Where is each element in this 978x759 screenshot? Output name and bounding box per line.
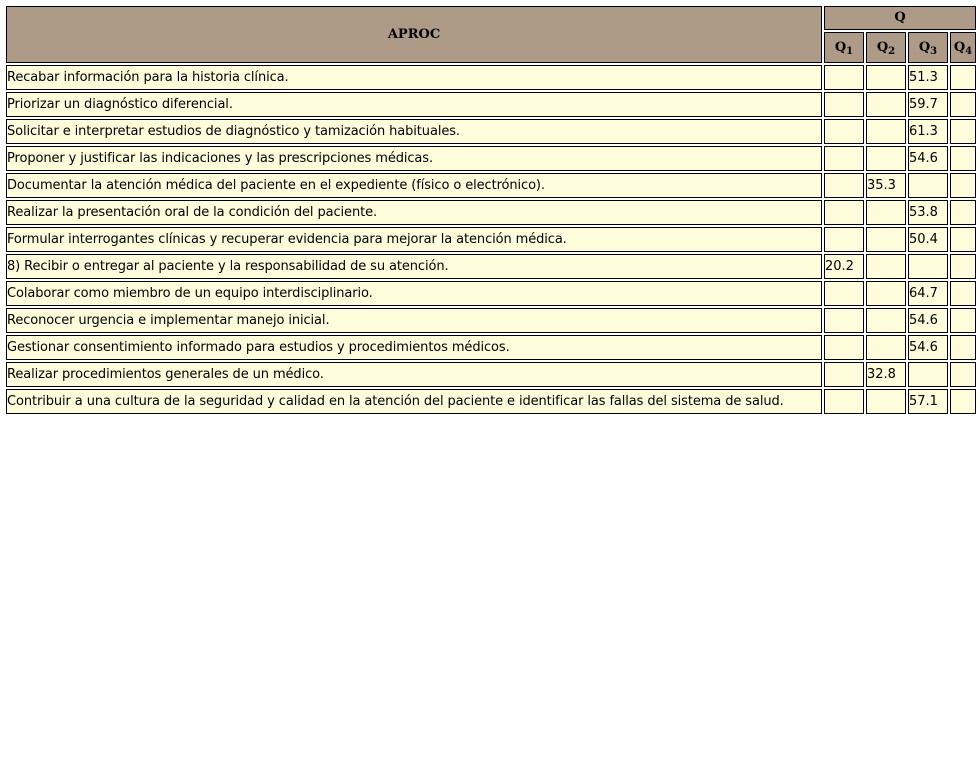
- q4-cell: [950, 200, 976, 225]
- q4-cell: [950, 173, 976, 198]
- aproc-header: APROC: [6, 6, 822, 63]
- table-header: [6, 6, 976, 63]
- q4-cell: [950, 308, 976, 333]
- q1-header-base: Q: [834, 39, 847, 55]
- q2-cell: [866, 119, 906, 144]
- q2-cell: [866, 227, 906, 252]
- q2-cell: 35.3: [866, 173, 906, 198]
- q3-cell: 54.6: [908, 335, 948, 360]
- q1-cell: [824, 92, 864, 117]
- q1-cell: [824, 362, 864, 387]
- q4-header-base: Q: [953, 39, 966, 55]
- q-group-header: Q: [824, 6, 976, 30]
- q4-cell: [950, 362, 976, 387]
- row-label: Priorizar un diagnóstico diferencial.: [6, 92, 822, 117]
- q3-cell: 54.6: [908, 146, 948, 171]
- row-label: Solicitar e interpretar estudios de diagnóstico y tamización habituales.: [6, 119, 822, 144]
- q1-cell: [824, 173, 864, 198]
- row-label: Colaborar como miembro de un equipo interdisciplinario.: [6, 281, 822, 306]
- q1-header: [824, 32, 864, 63]
- q3-cell: 64.7: [908, 281, 948, 306]
- q3-cell: 59.7: [908, 92, 948, 117]
- q4-cell: [950, 281, 976, 306]
- table-row: [6, 65, 976, 90]
- q2-cell: [866, 254, 906, 279]
- q4-header-sub: 4: [965, 45, 973, 57]
- row-label: Realizar procedimientos generales de un médico.: [6, 362, 822, 387]
- header-row-1: [6, 6, 976, 30]
- q3-cell: 51.3: [908, 65, 948, 90]
- q1-cell: 20.2: [824, 254, 864, 279]
- table-row: [6, 281, 976, 306]
- table-row: [6, 119, 976, 144]
- q2-cell: [866, 146, 906, 171]
- q4-header: [950, 32, 976, 63]
- table-row: [6, 254, 976, 279]
- q4-cell: [950, 389, 976, 414]
- row-label: Recabar información para la historia clínica.: [6, 65, 822, 90]
- row-label: Formular interrogantes clínicas y recuperar evidencia para mejorar la atención médica.: [6, 227, 822, 252]
- q3-header: [908, 32, 948, 63]
- table-row: [6, 335, 976, 360]
- q4-cell: [950, 92, 976, 117]
- q2-cell: [866, 335, 906, 360]
- table-row: [6, 227, 976, 252]
- q2-cell: 32.8: [866, 362, 906, 387]
- q3-cell: 50.4: [908, 227, 948, 252]
- q4-cell: [950, 146, 976, 171]
- q3-cell: 57.1: [908, 389, 948, 414]
- q2-cell: [866, 308, 906, 333]
- q2-cell: [866, 92, 906, 117]
- q2-header-sub: 2: [888, 45, 896, 57]
- q3-cell: [908, 362, 948, 387]
- q4-cell: [950, 227, 976, 252]
- q2-header-base: Q: [876, 39, 889, 55]
- q3-cell: 53.8: [908, 200, 948, 225]
- q3-header-base: Q: [918, 39, 931, 55]
- q1-cell: [824, 146, 864, 171]
- q1-cell: [824, 335, 864, 360]
- q4-cell: [950, 254, 976, 279]
- row-label: Realizar la presentación oral de la condición del paciente.: [6, 200, 822, 225]
- q1-cell: [824, 119, 864, 144]
- q1-cell: [824, 65, 864, 90]
- q2-header: [866, 32, 906, 63]
- q1-cell: [824, 308, 864, 333]
- q3-cell: 61.3: [908, 119, 948, 144]
- q4-cell: [950, 119, 976, 144]
- q3-cell: [908, 254, 948, 279]
- table-row: [6, 200, 976, 225]
- q3-cell: 54.6: [908, 308, 948, 333]
- table-row: [6, 173, 976, 198]
- table-body: [6, 65, 976, 414]
- q3-header-sub: 3: [930, 45, 938, 57]
- q1-cell: [824, 281, 864, 306]
- q2-cell: [866, 389, 906, 414]
- q2-cell: [866, 281, 906, 306]
- q2-cell: [866, 200, 906, 225]
- row-label: Contribuir a una cultura de la seguridad y calidad en la atención del paciente e identificar las fallas del sistema de salud.: [6, 389, 822, 414]
- row-label: Gestionar consentimiento informado para estudios y procedimientos médicos.: [6, 335, 822, 360]
- table-row: [6, 92, 976, 117]
- q1-cell: [824, 227, 864, 252]
- row-label: Proponer y justificar las indicaciones y las prescripciones médicas.: [6, 146, 822, 171]
- q1-header-sub: 1: [846, 45, 854, 57]
- aproc-table: [4, 4, 978, 416]
- q1-cell: [824, 200, 864, 225]
- row-label: Reconocer urgencia e implementar manejo inicial.: [6, 308, 822, 333]
- row-label: 8) Recibir o entregar al paciente y la responsabilidad de su atención.: [6, 254, 822, 279]
- table-row: [6, 362, 976, 387]
- q1-cell: [824, 389, 864, 414]
- q4-cell: [950, 335, 976, 360]
- q3-cell: [908, 173, 948, 198]
- table-row: [6, 389, 976, 414]
- q4-cell: [950, 65, 976, 90]
- row-label: Documentar la atención médica del paciente en el expediente (físico o electrónico).: [6, 173, 822, 198]
- table-row: [6, 146, 976, 171]
- q2-cell: [866, 65, 906, 90]
- table-row: [6, 308, 976, 333]
